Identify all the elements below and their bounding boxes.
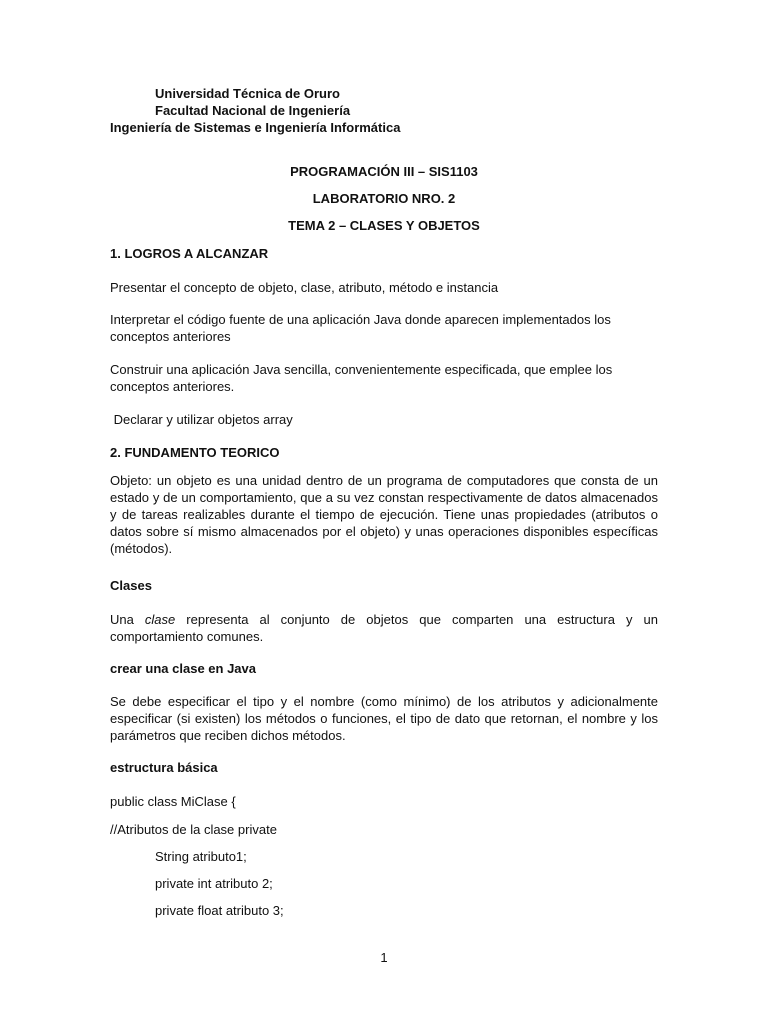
code-line: public class MiClase { [110,794,236,809]
clases-text-pre: Una [110,612,145,627]
crear-paragraph: Se debe especificar el tipo y el nombre (como mínimo) de los atributos y adicionalmente especificar (si existen) los métodos o funciones, el tipo de dato que retornan, el nombre y los parámetros que reciben dichos métodos. [110,694,658,743]
code-line: //Atributos de la clase private [110,822,277,837]
course-title: PROGRAMACIÓN III – SIS1103 [290,164,478,179]
clases-heading: Clases [110,578,152,593]
faculty-name: Facultad Nacional de Ingeniería [155,103,351,118]
goal-item: Presentar el concepto de objeto, clase, atributo, método e instancia [110,280,499,295]
lab-title: LABORATORIO NRO. 2 [312,191,456,206]
goal-item: Construir una aplicación Java sencilla, convenientemente especificada, que emplee los conceptos anteriores. [110,362,613,394]
clases-term: clase [144,612,176,627]
goal-item: Declarar y utilizar objetos array [110,412,293,427]
clases-text-post: representa al conjunto de objetos que comparten una estructura y un comportamiento comunes. [110,612,658,644]
goal-item: Interpretar el código fuente de una aplicación Java donde aparecen implementados los conceptos anteriores [110,312,611,344]
objeto-paragraph: Objeto: un objeto es una unidad dentro de un programa de computadores que consta de un estado y de un comportamiento, que a su vez constan respectivamente de datos almacenados y de tareas realizables durante el tiempo de ejecución. Tiene unas propiedades (atributos o datos sobre sí mismo almacenados por el objeto) y unas operaciones disponibles específicas (métodos). [110,473,658,556]
code-line: private float atributo 3; [155,903,284,918]
section1-heading: 1. LOGROS A ALCANZAR [110,246,269,261]
page-number: 1 [380,950,388,965]
crear-heading: crear una clase en Java [110,661,256,676]
code-line: private int atributo 2; [155,876,273,891]
section2-heading: 2. FUNDAMENTO TEORICO [110,445,280,460]
university-name: Universidad Técnica de Oruro [155,86,340,101]
code-line: String atributo1; [155,849,247,864]
clases-paragraph [110,611,658,645]
department-name: Ingeniería de Sistemas e Ingeniería Informática [110,120,401,135]
topic-title: TEMA 2 – CLASES Y OBJETOS [288,218,480,233]
estructura-heading: estructura básica [110,760,218,775]
